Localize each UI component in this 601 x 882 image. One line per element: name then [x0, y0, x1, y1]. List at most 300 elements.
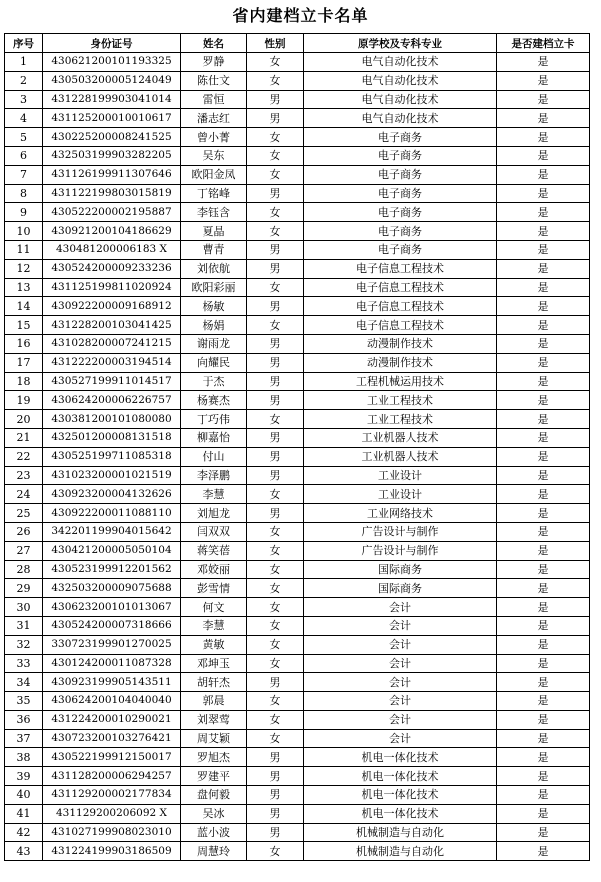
- gender-cell: 男: [247, 259, 304, 278]
- filed-cell: 是: [497, 823, 590, 842]
- name-cell: 吴冰: [181, 804, 247, 823]
- seq-cell: 21: [5, 428, 43, 447]
- name-cell: 向耀民: [181, 353, 247, 372]
- filed-cell: 是: [497, 541, 590, 560]
- gender-cell: 男: [247, 109, 304, 128]
- gender-cell: 男: [247, 673, 304, 692]
- school-cell: 电子信息工程技术: [304, 297, 497, 316]
- seq-cell: 19: [5, 391, 43, 410]
- gender-cell: 女: [247, 222, 304, 241]
- filed-cell: 是: [497, 710, 590, 729]
- gender-cell: 男: [247, 184, 304, 203]
- seq-cell: 9: [5, 203, 43, 222]
- school-cell: 电气自动化技术: [304, 71, 497, 90]
- filed-cell: 是: [497, 522, 590, 541]
- name-cell: 李慧: [181, 616, 247, 635]
- seq-cell: 23: [5, 466, 43, 485]
- filed-cell: 是: [497, 353, 590, 372]
- seq-cell: 39: [5, 767, 43, 786]
- table-row: [5, 391, 590, 410]
- table-row: [5, 240, 590, 259]
- id-cell: 430922200009168912: [43, 297, 181, 316]
- page-title: 省内建档立卡名单: [232, 6, 369, 25]
- id-cell: 430624200104040040: [43, 692, 181, 711]
- seq-cell: 28: [5, 560, 43, 579]
- school-cell: 国际商务: [304, 579, 497, 598]
- id-cell: 430524200009233236: [43, 259, 181, 278]
- id-cell: 431122199803015819: [43, 184, 181, 203]
- name-cell: 柳嘉怡: [181, 428, 247, 447]
- id-cell: 431228199903041014: [43, 90, 181, 109]
- id-cell: 432501200008131518: [43, 428, 181, 447]
- id-cell: 430523199912201562: [43, 560, 181, 579]
- table-row: [5, 598, 590, 617]
- gender-cell: 男: [247, 804, 304, 823]
- gender-cell: 女: [247, 203, 304, 222]
- filed-cell: 是: [497, 560, 590, 579]
- id-cell: 431228200103041425: [43, 316, 181, 335]
- seq-cell: 5: [5, 128, 43, 147]
- table-row: [5, 804, 590, 823]
- id-cell: 432503199903282205: [43, 146, 181, 165]
- gender-cell: 女: [247, 635, 304, 654]
- gender-cell: 女: [247, 842, 304, 861]
- filed-cell: 是: [497, 654, 590, 673]
- gender-cell: 男: [247, 240, 304, 259]
- gender-cell: 女: [247, 579, 304, 598]
- school-cell: 电子商务: [304, 240, 497, 259]
- school-cell: 会计: [304, 635, 497, 654]
- table-row: [5, 748, 590, 767]
- gender-cell: 男: [247, 334, 304, 353]
- gender-cell: 女: [247, 598, 304, 617]
- gender-cell: 女: [247, 278, 304, 297]
- filed-cell: 是: [497, 616, 590, 635]
- table-row: [5, 560, 590, 579]
- id-cell: 330723199901270025: [43, 635, 181, 654]
- school-cell: 机电一体化技术: [304, 804, 497, 823]
- school-cell: 工业工程技术: [304, 391, 497, 410]
- school-cell: 会计: [304, 729, 497, 748]
- filed-cell: 是: [497, 673, 590, 692]
- seq-cell: 27: [5, 541, 43, 560]
- gender-cell: 女: [247, 485, 304, 504]
- name-cell: 李泽鹏: [181, 466, 247, 485]
- id-cell: 431125199811020924: [43, 278, 181, 297]
- table-row: [5, 372, 590, 391]
- id-cell: 430421200005050104: [43, 541, 181, 560]
- school-cell: 会计: [304, 598, 497, 617]
- gender-cell: 男: [247, 823, 304, 842]
- seq-cell: 26: [5, 522, 43, 541]
- table-row: [5, 767, 590, 786]
- name-cell: 刘翠莺: [181, 710, 247, 729]
- school-cell: 工业机器人技术: [304, 428, 497, 447]
- school-cell: 电气自动化技术: [304, 109, 497, 128]
- school-cell: 工程机械运用技术: [304, 372, 497, 391]
- filed-cell: 是: [497, 222, 590, 241]
- name-cell: 盘何毅: [181, 786, 247, 805]
- school-cell: 电子商务: [304, 128, 497, 147]
- filed-cell: 是: [497, 635, 590, 654]
- id-cell: 431129200206092 X: [43, 804, 181, 823]
- table-row: [5, 673, 590, 692]
- seq-cell: 30: [5, 598, 43, 617]
- id-cell: 431028200007241215: [43, 334, 181, 353]
- name-cell: 欧阳彩丽: [181, 278, 247, 297]
- table-row: [5, 71, 590, 90]
- table-row: [5, 823, 590, 842]
- name-cell: 罗旭杰: [181, 748, 247, 767]
- filed-cell: 是: [497, 203, 590, 222]
- header-id: 身份证号: [43, 34, 181, 53]
- seq-cell: 38: [5, 748, 43, 767]
- table-row: [5, 109, 590, 128]
- id-cell: 430621200101193325: [43, 53, 181, 72]
- id-cell: 431222200003194514: [43, 353, 181, 372]
- filed-cell: 是: [497, 767, 590, 786]
- id-cell: 430481200006183 X: [43, 240, 181, 259]
- header-seq: 序号: [5, 34, 43, 53]
- gender-cell: 男: [247, 447, 304, 466]
- gender-cell: 男: [247, 786, 304, 805]
- table-row: [5, 616, 590, 635]
- name-cell: 罗建平: [181, 767, 247, 786]
- id-cell: 342201199904015642: [43, 522, 181, 541]
- school-cell: 电子信息工程技术: [304, 259, 497, 278]
- school-cell: 动漫制作技术: [304, 334, 497, 353]
- table-row: [5, 334, 590, 353]
- table-row: [5, 541, 590, 560]
- seq-cell: 14: [5, 297, 43, 316]
- table-row: [5, 447, 590, 466]
- table-row: [5, 222, 590, 241]
- table-row: [5, 278, 590, 297]
- name-cell: 蒋笑蓓: [181, 541, 247, 560]
- seq-cell: 43: [5, 842, 43, 861]
- school-cell: 电子信息工程技术: [304, 278, 497, 297]
- seq-cell: 32: [5, 635, 43, 654]
- gender-cell: 女: [247, 541, 304, 560]
- table-row: [5, 90, 590, 109]
- id-cell: 430922200011088110: [43, 504, 181, 523]
- gender-cell: 男: [247, 372, 304, 391]
- filed-cell: 是: [497, 447, 590, 466]
- school-cell: 电子商务: [304, 165, 497, 184]
- table-row: [5, 259, 590, 278]
- name-cell: 郭晨: [181, 692, 247, 711]
- school-cell: 广告设计与制作: [304, 522, 497, 541]
- name-cell: 何文: [181, 598, 247, 617]
- school-cell: 工业设计: [304, 485, 497, 504]
- filed-cell: 是: [497, 466, 590, 485]
- seq-cell: 1: [5, 53, 43, 72]
- table-row: [5, 635, 590, 654]
- name-cell: 邓姣丽: [181, 560, 247, 579]
- filed-cell: 是: [497, 128, 590, 147]
- id-cell: 430723200103276421: [43, 729, 181, 748]
- id-cell: 432503200009075688: [43, 579, 181, 598]
- seq-cell: 6: [5, 146, 43, 165]
- name-cell: 刘依航: [181, 259, 247, 278]
- id-cell: 431027199908023010: [43, 823, 181, 842]
- name-cell: 邓坤玉: [181, 654, 247, 673]
- school-cell: 工业网络技术: [304, 504, 497, 523]
- id-cell: 431125200010010617: [43, 109, 181, 128]
- filed-cell: 是: [497, 240, 590, 259]
- gender-cell: 男: [247, 466, 304, 485]
- roster-table: [4, 33, 590, 861]
- seq-cell: 40: [5, 786, 43, 805]
- school-cell: 工业设计: [304, 466, 497, 485]
- name-cell: 周艾颖: [181, 729, 247, 748]
- gender-cell: 女: [247, 316, 304, 335]
- id-cell: 430527199911014517: [43, 372, 181, 391]
- filed-cell: 是: [497, 90, 590, 109]
- header-name: 姓名: [181, 34, 247, 53]
- seq-cell: 12: [5, 259, 43, 278]
- filed-cell: 是: [497, 485, 590, 504]
- name-cell: 谢雨龙: [181, 334, 247, 353]
- filed-cell: 是: [497, 428, 590, 447]
- table-row: [5, 466, 590, 485]
- school-cell: 动漫制作技术: [304, 353, 497, 372]
- name-cell: 于杰: [181, 372, 247, 391]
- seq-cell: 11: [5, 240, 43, 259]
- table-row: [5, 842, 590, 861]
- table-row: [5, 165, 590, 184]
- id-cell: 430624200006226757: [43, 391, 181, 410]
- id-cell: 430623200101013067: [43, 598, 181, 617]
- table-row: [5, 485, 590, 504]
- id-cell: 430522199912150017: [43, 748, 181, 767]
- school-cell: 会计: [304, 654, 497, 673]
- seq-cell: 4: [5, 109, 43, 128]
- gender-cell: 女: [247, 710, 304, 729]
- id-cell: 430525199711085318: [43, 447, 181, 466]
- school-cell: 电子商务: [304, 184, 497, 203]
- gender-cell: 女: [247, 128, 304, 147]
- school-cell: 工业工程技术: [304, 410, 497, 429]
- name-cell: 杨赛杰: [181, 391, 247, 410]
- table-row: [5, 128, 590, 147]
- school-cell: 会计: [304, 616, 497, 635]
- id-cell: 430522200002195887: [43, 203, 181, 222]
- filed-cell: 是: [497, 391, 590, 410]
- school-cell: 广告设计与制作: [304, 541, 497, 560]
- name-cell: 罗静: [181, 53, 247, 72]
- gender-cell: 女: [247, 410, 304, 429]
- table-row: [5, 504, 590, 523]
- filed-cell: 是: [497, 748, 590, 767]
- id-cell: 430524200007318666: [43, 616, 181, 635]
- seq-cell: 13: [5, 278, 43, 297]
- id-cell: 430923200004132626: [43, 485, 181, 504]
- gender-cell: 女: [247, 165, 304, 184]
- name-cell: 曹青: [181, 240, 247, 259]
- seq-cell: 36: [5, 710, 43, 729]
- school-cell: 电气自动化技术: [304, 90, 497, 109]
- filed-cell: 是: [497, 184, 590, 203]
- id-cell: 431129200002177834: [43, 786, 181, 805]
- id-cell: 430503200005124049: [43, 71, 181, 90]
- filed-cell: 是: [497, 165, 590, 184]
- header-filed: 是否建档立卡: [497, 34, 590, 53]
- filed-cell: 是: [497, 804, 590, 823]
- id-cell: 430225200008241525: [43, 128, 181, 147]
- seq-cell: 16: [5, 334, 43, 353]
- id-cell: 430923199905143511: [43, 673, 181, 692]
- table-row: [5, 428, 590, 447]
- table-row: [5, 316, 590, 335]
- table-row: [5, 53, 590, 72]
- school-cell: 电子商务: [304, 146, 497, 165]
- gender-cell: 男: [247, 297, 304, 316]
- seq-cell: 33: [5, 654, 43, 673]
- gender-cell: 女: [247, 53, 304, 72]
- filed-cell: 是: [497, 146, 590, 165]
- table-row: [5, 522, 590, 541]
- gender-cell: 女: [247, 522, 304, 541]
- seq-cell: 42: [5, 823, 43, 842]
- name-cell: 雷恒: [181, 90, 247, 109]
- filed-cell: 是: [497, 579, 590, 598]
- seq-cell: 37: [5, 729, 43, 748]
- name-cell: 杨敏: [181, 297, 247, 316]
- table-row: [5, 579, 590, 598]
- gender-cell: 男: [247, 391, 304, 410]
- table-row: [5, 184, 590, 203]
- id-cell: 430124200011087328: [43, 654, 181, 673]
- seq-cell: 22: [5, 447, 43, 466]
- filed-cell: 是: [497, 598, 590, 617]
- table-body: [5, 53, 590, 861]
- id-cell: 430921200104186629: [43, 222, 181, 241]
- seq-cell: 18: [5, 372, 43, 391]
- table-row: [5, 146, 590, 165]
- seq-cell: 41: [5, 804, 43, 823]
- id-cell: 430381200101080080: [43, 410, 181, 429]
- school-cell: 机械制造与自动化: [304, 823, 497, 842]
- seq-cell: 25: [5, 504, 43, 523]
- gender-cell: 男: [247, 428, 304, 447]
- school-cell: 机电一体化技术: [304, 748, 497, 767]
- school-cell: 会计: [304, 692, 497, 711]
- gender-cell: 男: [247, 90, 304, 109]
- filed-cell: 是: [497, 71, 590, 90]
- table-row: [5, 786, 590, 805]
- name-cell: 刘旭龙: [181, 504, 247, 523]
- seq-cell: 20: [5, 410, 43, 429]
- filed-cell: 是: [497, 786, 590, 805]
- gender-cell: 女: [247, 616, 304, 635]
- name-cell: 杨娟: [181, 316, 247, 335]
- gender-cell: 女: [247, 560, 304, 579]
- filed-cell: 是: [497, 109, 590, 128]
- seq-cell: 2: [5, 71, 43, 90]
- filed-cell: 是: [497, 334, 590, 353]
- seq-cell: 34: [5, 673, 43, 692]
- school-cell: 电子商务: [304, 203, 497, 222]
- school-cell: 会计: [304, 710, 497, 729]
- name-cell: 吴东: [181, 146, 247, 165]
- name-cell: 丁铭峰: [181, 184, 247, 203]
- seq-cell: 24: [5, 485, 43, 504]
- gender-cell: 男: [247, 767, 304, 786]
- table-row: [5, 692, 590, 711]
- name-cell: 胡轩杰: [181, 673, 247, 692]
- id-cell: 431128200006294257: [43, 767, 181, 786]
- seq-cell: 35: [5, 692, 43, 711]
- filed-cell: 是: [497, 316, 590, 335]
- gender-cell: 男: [247, 748, 304, 767]
- table-row: [5, 410, 590, 429]
- filed-cell: 是: [497, 372, 590, 391]
- seq-cell: 29: [5, 579, 43, 598]
- filed-cell: 是: [497, 53, 590, 72]
- school-cell: 工业机器人技术: [304, 447, 497, 466]
- gender-cell: 男: [247, 504, 304, 523]
- school-cell: 电气自动化技术: [304, 53, 497, 72]
- name-cell: 欧阳金凤: [181, 165, 247, 184]
- filed-cell: 是: [497, 278, 590, 297]
- filed-cell: 是: [497, 410, 590, 429]
- table-row: [5, 297, 590, 316]
- gender-cell: 女: [247, 146, 304, 165]
- table-row: [5, 203, 590, 222]
- filed-cell: 是: [497, 297, 590, 316]
- seq-cell: 7: [5, 165, 43, 184]
- header-gender: 性别: [247, 34, 304, 53]
- name-cell: 付山: [181, 447, 247, 466]
- filed-cell: 是: [497, 692, 590, 711]
- name-cell: 周慧玲: [181, 842, 247, 861]
- header-school: 原学校及专科专业: [304, 34, 497, 53]
- name-cell: 陈仕文: [181, 71, 247, 90]
- school-cell: 国际商务: [304, 560, 497, 579]
- school-cell: 机械制造与自动化: [304, 842, 497, 861]
- seq-cell: 3: [5, 90, 43, 109]
- id-cell: 431126199911307646: [43, 165, 181, 184]
- table-row: [5, 729, 590, 748]
- filed-cell: 是: [497, 842, 590, 861]
- seq-cell: 10: [5, 222, 43, 241]
- school-cell: 机电一体化技术: [304, 767, 497, 786]
- gender-cell: 男: [247, 353, 304, 372]
- gender-cell: 女: [247, 729, 304, 748]
- gender-cell: 女: [247, 692, 304, 711]
- name-cell: 潘志红: [181, 109, 247, 128]
- seq-cell: 8: [5, 184, 43, 203]
- name-cell: 蓝小波: [181, 823, 247, 842]
- school-cell: 机电一体化技术: [304, 786, 497, 805]
- seq-cell: 15: [5, 316, 43, 335]
- name-cell: 夏晶: [181, 222, 247, 241]
- id-cell: 431224199903186509: [43, 842, 181, 861]
- name-cell: 闫双双: [181, 522, 247, 541]
- school-cell: 电子商务: [304, 222, 497, 241]
- id-cell: 431224200010290021: [43, 710, 181, 729]
- name-cell: 彭雪情: [181, 579, 247, 598]
- header-row: [5, 34, 590, 53]
- gender-cell: 女: [247, 71, 304, 90]
- id-cell: 431023200001021519: [43, 466, 181, 485]
- name-cell: 黄敏: [181, 635, 247, 654]
- school-cell: 会计: [304, 673, 497, 692]
- table-row: [5, 654, 590, 673]
- school-cell: 电子信息工程技术: [304, 316, 497, 335]
- name-cell: 丁巧伟: [181, 410, 247, 429]
